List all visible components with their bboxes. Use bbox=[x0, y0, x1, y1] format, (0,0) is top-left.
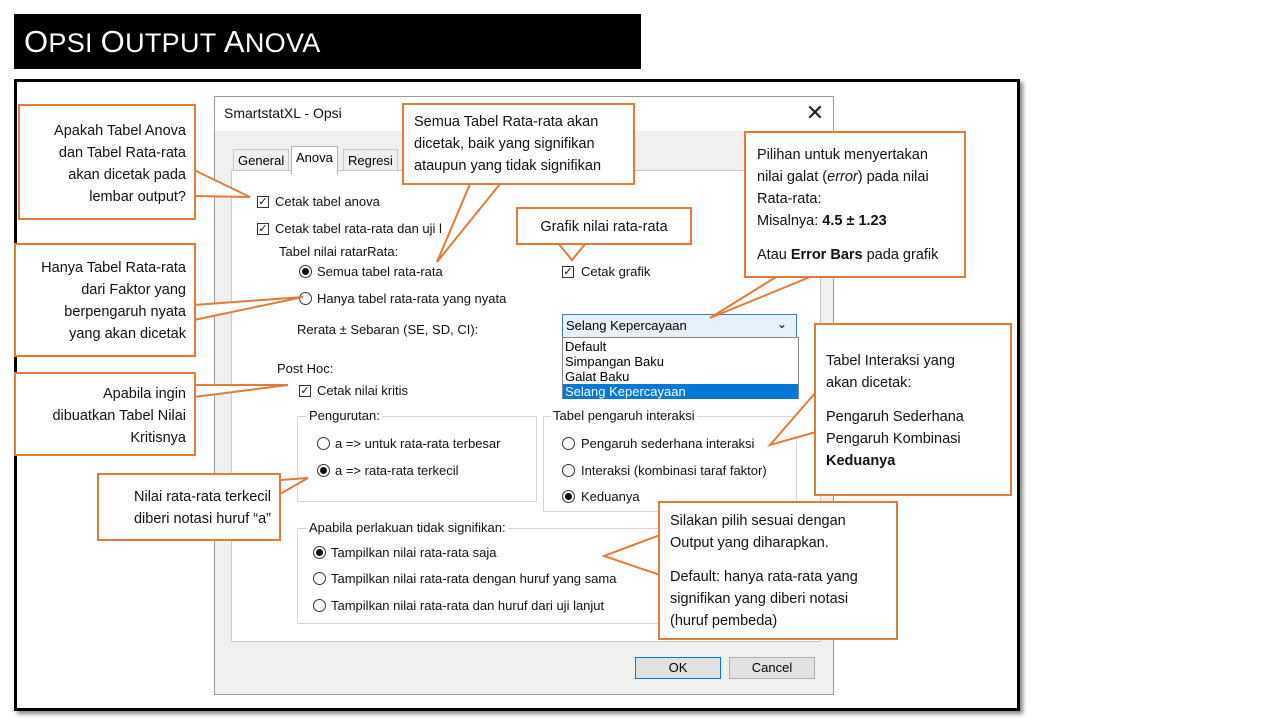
title-letter: O bbox=[100, 24, 126, 59]
pointer-silakan bbox=[604, 535, 660, 575]
interaksi-kombinasi-label: Interaksi (kombinasi taraf faktor) bbox=[581, 463, 767, 478]
callout-text-bold: Error Bars bbox=[790, 247, 863, 263]
callout-text: Semua Tabel Rata-rata akan bbox=[414, 114, 599, 130]
callout-text: diberi notasi huruf “a” bbox=[133, 511, 271, 527]
tab-anova[interactable]: Anova bbox=[291, 146, 338, 174]
callout-text: Output yang diharapkan. bbox=[670, 535, 829, 551]
callout-text: berpengaruh nyata bbox=[64, 304, 186, 320]
callout-text: Grafik nilai rata-rata bbox=[540, 219, 668, 235]
semua-tabel-label: Semua tabel rata-rata bbox=[317, 264, 443, 279]
callout-hanya bbox=[14, 243, 196, 357]
callout-text bbox=[826, 450, 1010, 472]
callout-text: lembar output? bbox=[89, 189, 186, 205]
tampilkan-rata-saja-label: Tampilkan nilai rata-rata saja bbox=[331, 545, 497, 560]
cetak-grafik-checkbox[interactable]: ✓ bbox=[563, 266, 573, 278]
pointer-terkecil bbox=[280, 478, 308, 494]
callout-text-part: Misalnya: bbox=[757, 213, 823, 229]
callout-text: Hanya Tabel Rata-rata bbox=[41, 260, 186, 276]
callout-kritis bbox=[14, 372, 196, 456]
pointer-semua bbox=[437, 184, 500, 262]
callout-text: yang akan dicetak bbox=[69, 326, 186, 342]
title-part: PSI bbox=[48, 28, 101, 58]
callout-text-part: nilai galat ( bbox=[757, 169, 828, 185]
keduanya-label: Keduanya bbox=[581, 489, 640, 504]
callout-text: Default: hanya rata-rata yang bbox=[670, 569, 858, 585]
callout-text: Tabel Interaksi yang bbox=[826, 353, 955, 369]
tidak-signifikan-label: Apabila perlakuan tidak signifikan: bbox=[309, 520, 506, 535]
callout-text: Silakan pilih sesuai dengan bbox=[670, 513, 846, 529]
cetak-grafik-label: Cetak grafik bbox=[581, 264, 651, 279]
callout-text: Kritisnya bbox=[130, 430, 186, 446]
callout-text: dicetak, baik yang signifikan bbox=[414, 136, 595, 152]
cetak-nilai-kritis-checkbox[interactable]: ✓ bbox=[300, 385, 310, 397]
tabel-nilai-label: Tabel nilai ratarRata: bbox=[279, 244, 399, 259]
callout-text-bold: 4.5 ± 1.23 bbox=[822, 213, 887, 229]
callout-text bbox=[757, 210, 964, 232]
callout-text: (huruf pembeda) bbox=[670, 613, 778, 629]
callout-text-italic: error bbox=[827, 169, 858, 185]
cetak-tabel-anova-checkbox[interactable]: ✓ bbox=[258, 196, 268, 208]
title-part: UTPUT bbox=[125, 28, 224, 58]
callout-silakan bbox=[658, 501, 898, 640]
dropdown-option-default[interactable]: Default bbox=[565, 339, 607, 354]
tampilkan-uji-lanjut-label: Tampilkan nilai rata-rata dan huruf dari uji lanjut bbox=[331, 598, 605, 613]
rerata-label: Rerata ± Sebaran (SE, SD, CI): bbox=[297, 322, 479, 337]
cetak-tabel-anova-label: Cetak tabel anova bbox=[275, 194, 380, 209]
dropdown-option-selang-kepercayaan[interactable]: Selang Kepercayaan bbox=[563, 384, 798, 399]
callout-text: Rata-rata: bbox=[757, 191, 822, 207]
dropdown-option-simpangan-baku[interactable]: Simpangan Baku bbox=[565, 354, 665, 369]
pointer-anova bbox=[194, 170, 250, 197]
post-hoc-label: Post Hoc: bbox=[277, 361, 334, 376]
callout-text: Pengaruh Sederhana bbox=[826, 409, 964, 425]
a-terbesar-label: a => untuk rata-rata terbesar bbox=[335, 436, 501, 451]
close-icon[interactable]: ✕ bbox=[805, 100, 825, 125]
callout-text: dari Faktor yang bbox=[81, 282, 186, 298]
interaksi-group-label: Tabel pengaruh interaksi bbox=[553, 408, 695, 423]
combobox-value: Selang Kepercayaan bbox=[566, 318, 687, 333]
callout-text: Apabila ingin bbox=[102, 386, 186, 402]
cetak-tabel-rata-checkbox[interactable]: ✓ bbox=[258, 223, 268, 235]
callout-anova bbox=[18, 104, 196, 220]
callout-text: Apakah Tabel Anova bbox=[54, 123, 186, 139]
callout-text: dibuatkan Tabel Nilai bbox=[52, 408, 186, 424]
callout-interaksi bbox=[814, 323, 1012, 496]
hanya-tabel-label: Hanya tabel rata-rata yang nyata bbox=[317, 291, 507, 306]
cancel-button[interactable]: Cancel bbox=[729, 657, 815, 679]
callout-text: dan Tabel Rata-rata bbox=[58, 145, 186, 161]
title-letter: O bbox=[24, 24, 49, 59]
callout-text: signifikan yang diberi notasi bbox=[670, 591, 849, 607]
pointer-galat bbox=[710, 277, 810, 318]
callout-text: Pilihan untuk menyertakan bbox=[757, 147, 928, 163]
cetak-nilai-kritis-label: Cetak nilai kritis bbox=[317, 383, 409, 398]
dropdown-option-galat-baku[interactable]: Galat Baku bbox=[565, 369, 630, 384]
callout-text bbox=[757, 244, 964, 266]
chevron-down-icon[interactable]: ⌄ bbox=[777, 317, 788, 331]
pengurutan-label: Pengurutan: bbox=[309, 408, 380, 423]
callout-text-bold: Keduanya bbox=[826, 453, 896, 469]
tab-regresi[interactable]: Regresi bbox=[343, 149, 398, 170]
pointer-kritis bbox=[186, 385, 288, 398]
tampilkan-huruf-sama-label: Tampilkan nilai rata-rata dengan huruf yang sama bbox=[331, 571, 617, 586]
pointer-interaksi bbox=[770, 392, 816, 445]
callout-text: akan dicetak pada bbox=[68, 167, 186, 183]
a-terkecil-label: a => rata-rata terkecil bbox=[335, 463, 459, 478]
pointer-hanya bbox=[194, 297, 303, 320]
callout-text: akan dicetak: bbox=[826, 375, 912, 391]
tab-general[interactable]: General bbox=[233, 149, 289, 170]
callout-terkecil bbox=[97, 473, 281, 541]
callout-text bbox=[757, 166, 964, 188]
callout-text: Nilai rata-rata terkecil bbox=[134, 489, 271, 505]
title-part: NOVA bbox=[244, 28, 321, 58]
title-letter: A bbox=[223, 24, 245, 59]
callout-galat bbox=[744, 131, 966, 278]
cetak-tabel-rata-label: Cetak tabel rata-rata dan uji l bbox=[275, 221, 442, 236]
callout-semua bbox=[402, 103, 635, 185]
ok-button[interactable]: OK bbox=[635, 657, 721, 679]
callout-text: Pengaruh Kombinasi bbox=[826, 431, 961, 447]
callout-text-part: Atau bbox=[757, 247, 791, 263]
callout-grafik bbox=[516, 207, 692, 245]
callout-text-part: pada grafik bbox=[862, 247, 939, 263]
callout-text-part: ) pada nilai bbox=[857, 169, 929, 185]
pengaruh-sederhana-label: Pengaruh sederhana interaksi bbox=[581, 436, 755, 451]
callout-text: ataupun yang tidak signifikan bbox=[414, 158, 602, 174]
pointer-grafik bbox=[558, 243, 586, 260]
dialog-title: SmartstatXL - Opsi bbox=[224, 105, 342, 121]
